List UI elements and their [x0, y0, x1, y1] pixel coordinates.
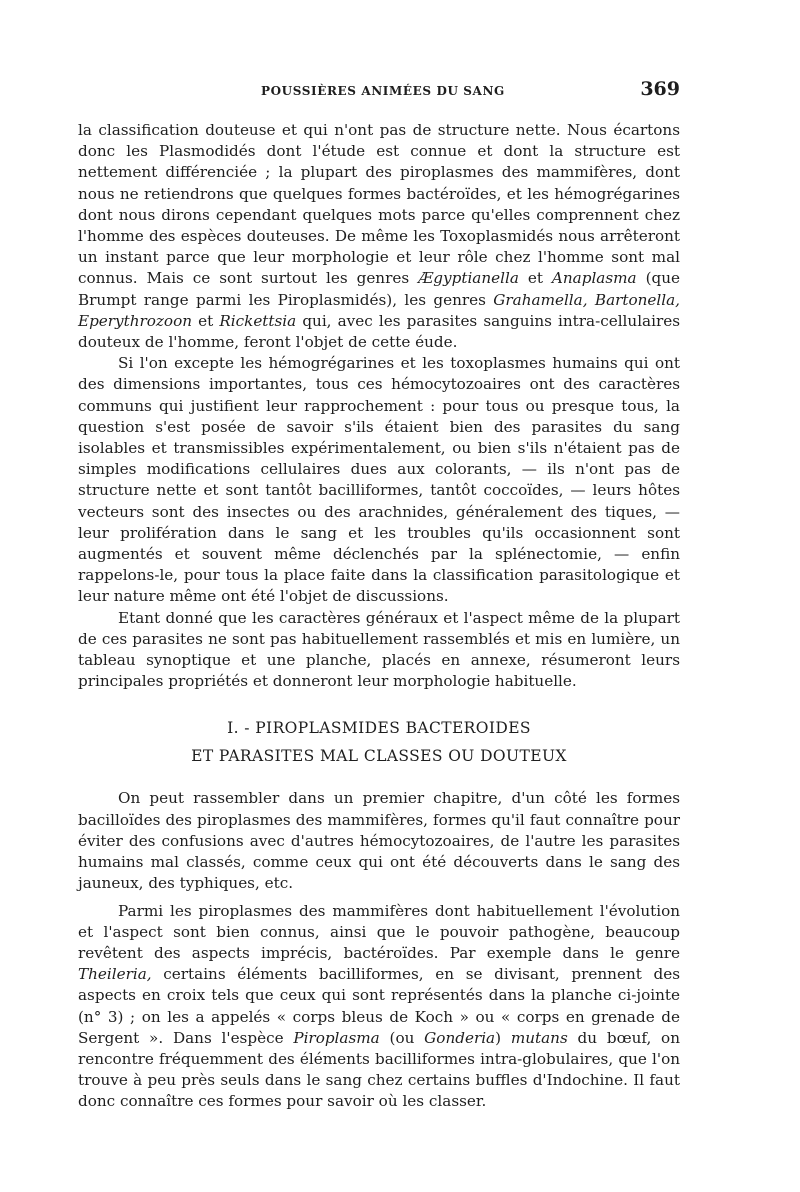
paragraph-1-text-b: et [518, 269, 552, 288]
paragraph-2: Si l'on excepte les hémogrégarines et les toxoplasmes humains qui ont des dimensions importantes, tous ces hémocytozoaires ont des caractères communs qui justifient leur rapprochement : pour tous ou presque tous, la question s'est posée de savoir s'ils étaient bien des parasites du sang isolables et transmissibles expérimentalement, ou bien s'ils n'étaient pas de simples modifications cellulaires dues aux colorants, — ils n'ont pas de structure nette et sont tantôt bacilliformes, tantôt coccoïdes, — leurs hôtes vecteurs sont des insectes ou des arachnides, généralement des tiques, — leur prolifération dans le sang et les troubles qu'ils occasionnent sont augmentés et souvent même déclenchés par la splénectomie, — enfin rappelons-le, pour tous la place faite dans la classification parasitologique et leur nature même ont été l'objet de discussions. [78, 354, 680, 606]
genus-list: Grahamella, Bartonella, Eperythrozoon [78, 290, 680, 330]
section-title-line-2: ET PARASITES MAL CLASSES OU DOUTEUX [191, 747, 567, 766]
genus-piroplasma: Piroplasma [293, 1028, 380, 1047]
running-title: POUSSIÈRES ANIMÉES DU SANG [261, 84, 505, 98]
section-title [78, 714, 680, 770]
paragraph-1 [78, 120, 680, 353]
genus-aegyptianella: Ægyptianella [418, 269, 519, 288]
page [78, 78, 680, 1113]
section-title-line-1: I. - PIROPLASMIDES BACTEROIDES [227, 719, 531, 738]
paragraph-4: On peut rassembler dans un premier chapitre, d'un côté les formes bacilloïdes des piroplasmes des mammifères, formes qu'il faut connaître pour éviter des confusions avec d'autres hémocytozoaires, de l'autre les parasites humains mal classés, comme ceux qui ont été découverts dans le sang des jauneux, des typhiques, etc. [78, 789, 680, 893]
genus-gonderia: Gonderia [424, 1028, 496, 1047]
paragraph-5-text-e: du bœuf, on rencontre fréquemment des éléments bacilliformes intra-globulaires, que l'on trouve à peu près seuls dans le sang chez certains buffles d'Indochine. Il faut donc connaître ces formes pour savoir où les classer. [78, 1028, 680, 1111]
paragraph-1-text-d: et [192, 311, 220, 330]
genus-anaplasma: Anaplasma [551, 269, 637, 288]
species-mutans: mutans [510, 1028, 568, 1047]
genus-theileria: Theileria, [78, 965, 152, 984]
paragraph-1-text-a: la classification douteuse et qui n'ont pas de structure nette. Nous écartons donc les Plasmodidés dont l'étude est connue et dont la structure est nettement différenciée ; la plupart des piroplasmes des mammifères, dont nous ne retiendrons que quelques formes bactéroïdes, et les hémogrégarines dont nous dirons cependant quelques mots parce qu'elles comprennent chez l'homme des espèces douteuses. De même les Toxoplasmidés nous arrêteront un instant parce que leur morphologie et leur rôle chez l'homme sont mal connus. Mais ce sont surtout les genres [78, 121, 680, 288]
paragraph-5-text-c: (ou [379, 1028, 425, 1047]
paragraph-5-text-d: ) [495, 1028, 511, 1047]
paragraph-5-text-a: Parmi les piroplasmes des mammifères dont habituellement l'évolution et l'aspect sont bien connus, ainsi que le pouvoir pathogène, beaucoup revêtent des aspects imprécis, bactéroïdes. Par exemple dans le genre [78, 901, 680, 962]
page-header [78, 78, 680, 104]
page-number: 369 [640, 78, 680, 100]
paragraph-1-text-e: qui, avec les parasites sanguins intra-cellulaires douteux de l'homme, feront l'objet de cette éude. [78, 311, 681, 352]
body-text [78, 120, 680, 1113]
paragraph-3: Etant donné que les caractères généraux et l'aspect même de la plupart de ces parasites ne sont pas habituellement rassemblés et mis en lumière, un tableau synoptique et une planche, placés en annexe, résumeront leurs principales propriétés et donneront leur morphologie habituelle. [78, 608, 680, 691]
genus-rickettsia: Rickettsia [219, 311, 297, 330]
paragraph-1-text-c: (que Brumpt range parmi les Piroplasmidés), les genres [78, 269, 681, 309]
paragraph-5-text-b: certains éléments bacilliformes, en se divisant, prennent des aspects en croix tels que ceux qui sont représentés dans la planche ci-jointe (n° 3) ; on les a appelés « corps bleus de Koch » ou « corps en grenade de Sergent ». Dans l'espèce [78, 965, 680, 1047]
paragraph-5 [78, 901, 680, 1113]
